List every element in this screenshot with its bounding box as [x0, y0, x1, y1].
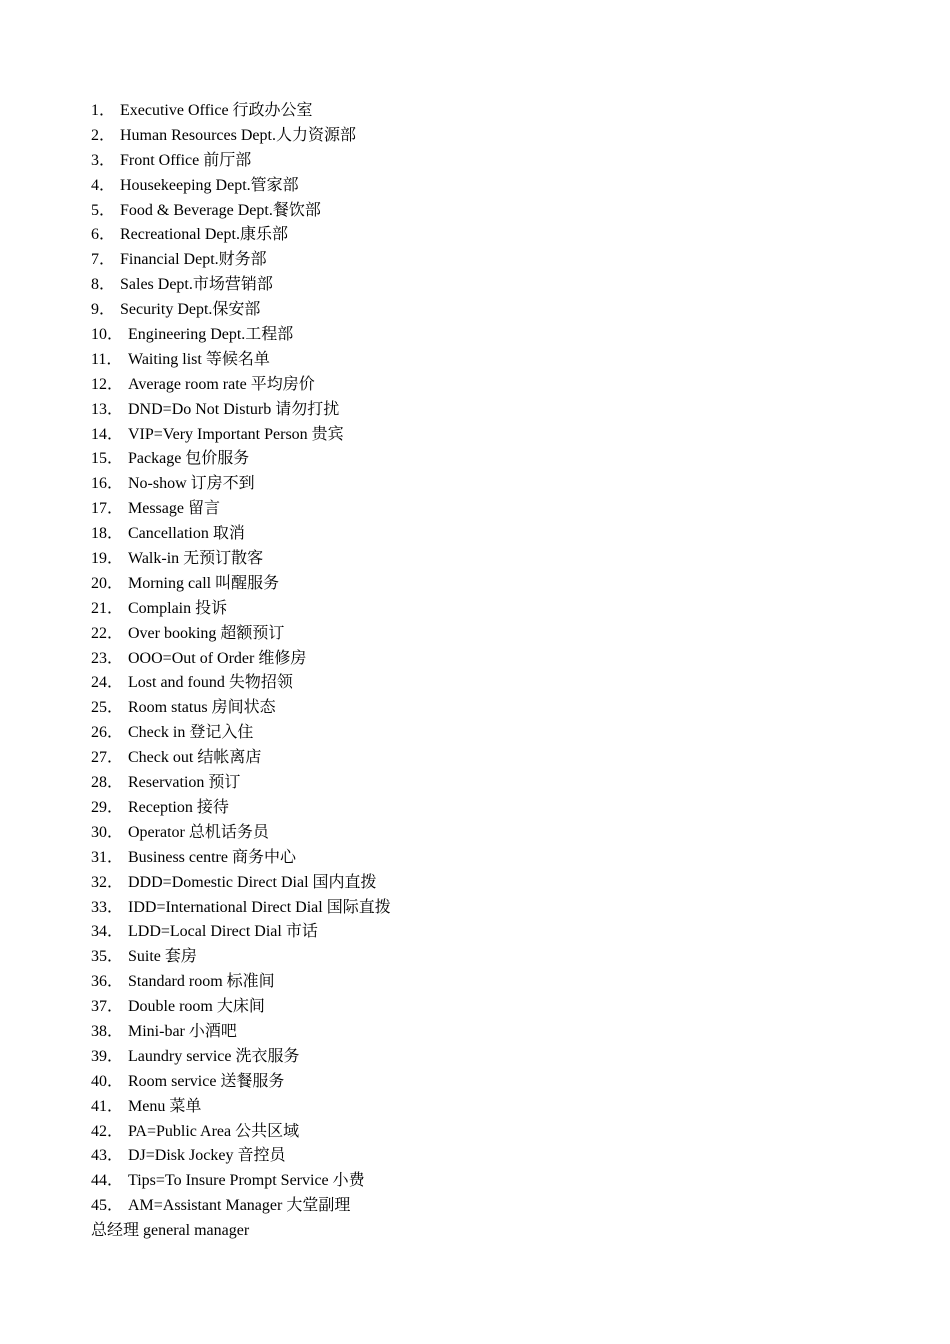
- glossary-item: [91, 622, 391, 647]
- item-number: 26．: [91, 724, 124, 742]
- glossary-item: [91, 99, 391, 124]
- item-number: 8．: [91, 276, 116, 294]
- item-text: DDD=Domestic Direct Dial 国内直拨: [128, 873, 377, 891]
- glossary-item: [91, 199, 391, 224]
- glossary-item: [91, 174, 391, 199]
- glossary-item: [91, 671, 391, 696]
- glossary-item: [91, 572, 391, 597]
- item-text: Laundry service 洗衣服务: [128, 1047, 300, 1065]
- item-text: VIP=Very Important Person 贵宾: [128, 425, 344, 443]
- item-number: 10．: [91, 326, 124, 344]
- item-text: Food & Beverage Dept.餐饮部: [120, 201, 321, 219]
- item-text: Average room rate 平均房价: [128, 375, 315, 393]
- glossary-item: [91, 497, 391, 522]
- item-text: Check in 登记入住: [128, 724, 254, 742]
- trailing-line: 总经理 general manager: [91, 1222, 250, 1239]
- item-text: Executive Office 行政办公室: [120, 102, 313, 119]
- glossary-item: [91, 248, 391, 273]
- glossary-item: [91, 398, 391, 423]
- item-number: 41．: [91, 1097, 124, 1115]
- glossary-item: [91, 846, 391, 871]
- item-number: 43．: [91, 1147, 124, 1165]
- glossary-item: [91, 1144, 391, 1169]
- item-text: Security Dept.保安部: [120, 301, 261, 319]
- glossary-item: [91, 871, 391, 896]
- item-number: 29．: [91, 798, 124, 816]
- item-text: Waiting list 等候名单: [128, 350, 270, 368]
- item-text: Check out 结帐离店: [128, 749, 262, 767]
- item-number: 28．: [91, 774, 124, 792]
- item-text: No-show 订房不到: [128, 475, 255, 493]
- item-text: Suite 套房: [128, 948, 197, 966]
- item-number: 32．: [91, 873, 124, 891]
- item-number: 13．: [91, 400, 124, 418]
- glossary-item: [91, 273, 391, 298]
- item-text: Sales Dept.市场营销部: [120, 276, 273, 294]
- item-text: Room status 房间状态: [128, 699, 276, 717]
- item-number: 17．: [91, 500, 124, 518]
- item-number: 14．: [91, 425, 124, 443]
- item-number: 36．: [91, 973, 124, 991]
- glossary-item: [91, 124, 391, 149]
- glossary-list: [91, 99, 391, 1219]
- item-text: AM=Assistant Manager 大堂副理: [128, 1197, 351, 1215]
- glossary-item: [91, 348, 391, 373]
- item-number: 4．: [91, 176, 116, 194]
- glossary-item: [91, 1045, 391, 1070]
- glossary-item: [91, 423, 391, 448]
- glossary-item: [91, 149, 391, 174]
- item-number: 33．: [91, 898, 124, 916]
- item-number: 15．: [91, 450, 124, 468]
- glossary-item: [91, 721, 391, 746]
- item-number: 34．: [91, 923, 124, 941]
- glossary-item: [91, 920, 391, 945]
- item-number: 38．: [91, 1022, 124, 1040]
- glossary-item: [91, 796, 391, 821]
- glossary-item: [91, 323, 391, 348]
- item-number: 20．: [91, 574, 124, 592]
- item-number: 16．: [91, 475, 124, 493]
- glossary-item: [91, 1120, 391, 1145]
- item-number: 35．: [91, 948, 124, 966]
- item-text: Human Resources Dept.人力资源部: [120, 126, 356, 144]
- item-number: 18．: [91, 525, 124, 543]
- glossary-item: [91, 970, 391, 995]
- item-number: 30．: [91, 823, 124, 841]
- item-text: Walk-in 无预订散客: [128, 550, 264, 568]
- glossary-item: [91, 1070, 391, 1095]
- item-text: Menu 菜单: [128, 1097, 202, 1115]
- glossary-item: [91, 1169, 391, 1194]
- item-number: 40．: [91, 1072, 124, 1090]
- item-text: Engineering Dept.工程部: [128, 326, 294, 344]
- item-number: 3．: [91, 151, 116, 169]
- item-text: Over booking 超额预订: [128, 624, 285, 642]
- glossary-item: [91, 746, 391, 771]
- glossary-item: [91, 1095, 391, 1120]
- glossary-item: [91, 771, 391, 796]
- item-number: 1．: [91, 102, 116, 119]
- item-number: 9．: [91, 301, 116, 319]
- item-number: 21．: [91, 599, 124, 617]
- glossary-item: [91, 522, 391, 547]
- item-text: Front Office 前厅部: [120, 151, 252, 169]
- item-text: Operator 总机话务员: [128, 823, 269, 841]
- glossary-item: [91, 696, 391, 721]
- item-text: Standard room 标准间: [128, 973, 275, 991]
- item-number: 12．: [91, 375, 124, 393]
- glossary-item: [91, 597, 391, 622]
- item-text: DJ=Disk Jockey 音控员: [128, 1147, 286, 1165]
- glossary-item: [91, 447, 391, 472]
- item-number: 6．: [91, 226, 116, 244]
- item-number: 44．: [91, 1172, 124, 1190]
- item-number: 37．: [91, 998, 124, 1016]
- item-number: 31．: [91, 848, 124, 866]
- item-text: Reservation 预订: [128, 774, 241, 792]
- item-text: Housekeeping Dept.管家部: [120, 176, 299, 194]
- item-text: DND=Do Not Disturb 请勿打扰: [128, 400, 340, 418]
- item-text: Reception 接待: [128, 798, 229, 816]
- glossary-item: [91, 995, 391, 1020]
- item-text: Package 包价服务: [128, 450, 250, 468]
- item-number: 23．: [91, 649, 124, 667]
- glossary-item: [91, 821, 391, 846]
- item-text: IDD=International Direct Dial 国际直拨: [128, 898, 391, 916]
- item-text: Business centre 商务中心: [128, 848, 296, 866]
- item-text: Recreational Dept.康乐部: [120, 226, 288, 244]
- item-text: Complain 投诉: [128, 599, 228, 617]
- item-number: 11．: [91, 350, 123, 368]
- glossary-item: [91, 647, 391, 672]
- item-text: Double room 大床间: [128, 998, 265, 1016]
- item-text: Lost and found 失物招领: [128, 674, 293, 692]
- item-number: 19．: [91, 550, 124, 568]
- glossary-item: [91, 896, 391, 921]
- item-number: 27．: [91, 749, 124, 767]
- item-text: Mini-bar 小酒吧: [128, 1022, 237, 1040]
- glossary-item: [91, 298, 391, 323]
- item-number: 22．: [91, 624, 124, 642]
- item-text: Morning call 叫醒服务: [128, 574, 280, 592]
- glossary-item: [91, 373, 391, 398]
- glossary-item: [91, 547, 391, 572]
- glossary-item: [91, 1020, 391, 1045]
- item-text: OOO=Out of Order 维修房: [128, 649, 307, 667]
- glossary-item: [91, 223, 391, 248]
- item-number: 2．: [91, 126, 116, 144]
- item-number: 25．: [91, 699, 124, 717]
- item-number: 24．: [91, 674, 124, 692]
- item-number: 39．: [91, 1047, 124, 1065]
- item-text: PA=Public Area 公共区域: [128, 1122, 300, 1140]
- item-text: Message 留言: [128, 500, 220, 518]
- item-text: Cancellation 取消: [128, 525, 245, 543]
- item-text: LDD=Local Direct Dial 市话: [128, 923, 318, 941]
- item-text: Room service 送餐服务: [128, 1072, 285, 1090]
- item-number: 45．: [91, 1197, 124, 1215]
- item-text: Financial Dept.财务部: [120, 251, 267, 269]
- glossary-item: [91, 945, 391, 970]
- item-number: 42．: [91, 1122, 124, 1140]
- item-number: 5．: [91, 201, 116, 219]
- item-number: 7．: [91, 251, 116, 269]
- item-text: Tips=To Insure Prompt Service 小费: [128, 1172, 365, 1190]
- glossary-item: [91, 1194, 391, 1219]
- glossary-item: [91, 472, 391, 497]
